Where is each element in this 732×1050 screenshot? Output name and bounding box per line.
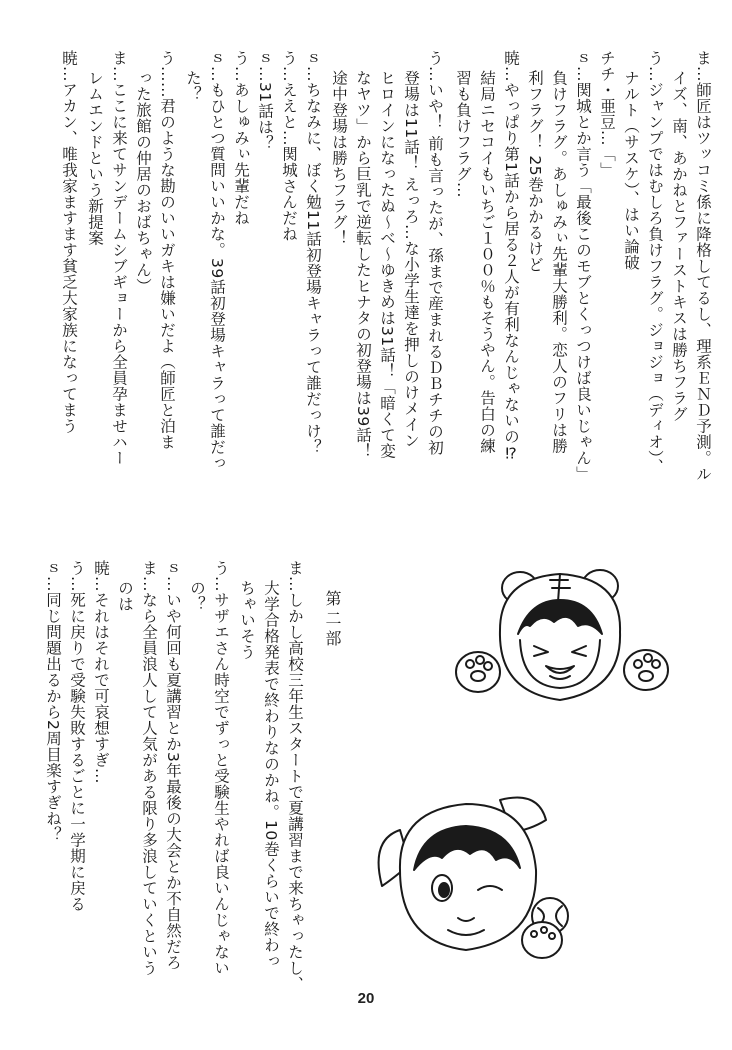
text-line: ｓ…31話は？ xyxy=(256,50,274,151)
text-line: 利フラグ！ 25巻かかるけど xyxy=(526,70,544,273)
text-line: ｓ…関城とか言う「最後このモブとくっつけば良いじゃん」 xyxy=(574,50,592,482)
text-line: 暁…やっぱり第1話から居る２人が有利なんじゃないの⁉ xyxy=(502,50,520,463)
text-line: った旅館の仲居のおばちゃん） xyxy=(134,70,152,294)
text-line: ナルト（サスケ）、はい論破 xyxy=(622,70,640,271)
text-line: の？ xyxy=(188,580,206,612)
text-line: 負けフラグ。あしゅみぃ先輩大勝利。恋人のフリは勝 xyxy=(550,70,568,454)
text-line: 暁…それはそれで可哀想すぎ… xyxy=(92,560,110,784)
text-line: 習も負けフラグ… xyxy=(454,70,472,198)
text-line: なヤツ」から巨乳で逆転したヒナタの初登場は39話！ xyxy=(354,70,372,459)
text-line: ちゃいそう xyxy=(238,580,256,660)
text-line: ま…師匠はツッコミ係に降格してるし、理系ＥＮＤ予測。ル xyxy=(694,50,712,482)
text-line: ま…なら全員浪人して人気がある限り多浪していくという xyxy=(140,560,158,976)
text-line: う…ジャンプではむしろ負けフラグ。ジョジョ（ディオ）、 xyxy=(646,50,664,475)
text-line: う…サザエさん時空でずっと受験生やれば良いんじゃない xyxy=(212,560,230,976)
text-line: た？ xyxy=(184,70,202,102)
text-line: う…ええと…関城さんだね xyxy=(280,50,298,242)
text-line: ｓ…ちなみに、ぼく勉11話初登場キャラって誰だっけ？ xyxy=(304,50,322,455)
text-line: 登場は11話！ えっろ…な小学生達を押しのけメイン xyxy=(402,70,420,449)
page-number: 20 xyxy=(357,990,375,1007)
dog-character-icon xyxy=(370,790,580,970)
tiger-character-icon xyxy=(450,560,680,730)
text-line: う…死に戻りで受験失敗するごとに一学期に戻る xyxy=(68,560,86,912)
text-line: ｓ…いや何回も夏講習とか3年最後の大会とか不自然だろ xyxy=(164,560,182,971)
section-title: 第二部 xyxy=(323,590,342,650)
text-line: 大学合格発表で終わりなのかね。10巻くらいで終わっ xyxy=(262,580,280,969)
text-line: イズ、南、あかねとファーストキスは勝ちフラグ xyxy=(670,70,688,422)
text-line: レムエンドという新提案 xyxy=(86,70,104,246)
text-line: ま…ここに来てサンデームシブギョーから全員孕ませハー xyxy=(110,50,128,466)
text-line: ま…しかし高校三年生スタートで夏講習まで来ちゃったし、 xyxy=(286,560,304,992)
text-line: う……君のような勘のいいガキは嫌いだよ（師匠と泊ま xyxy=(158,50,176,450)
text-line: チチ・亜豆…「」 xyxy=(598,50,616,178)
text-line: ｓ…もひとつ質問いいかな。39話初登場キャラって誰だっ xyxy=(208,50,226,471)
text-line: 結局ニセコイもいちご１００％もそうやん。告白の練 xyxy=(478,70,496,454)
text-line: 暁…アカン、唯我家ますます貧乏大家族になってまう xyxy=(60,50,78,434)
text-line: ヒロインになったぬ〜べ〜ゆきめは31話！「暗くて変 xyxy=(378,70,396,459)
text-line: のは xyxy=(116,580,134,612)
text-line: 途中登場は勝ちフラグ！ xyxy=(330,70,348,246)
text-line: う…あしゅみぃ先輩だね xyxy=(232,50,250,226)
text-line: ｓ…同じ問題出るから2周目楽すぎね？ xyxy=(44,560,62,843)
text-line: う…いや！ 前も言ったが、孫まで産まれるＤＢチチの初 xyxy=(426,50,444,456)
